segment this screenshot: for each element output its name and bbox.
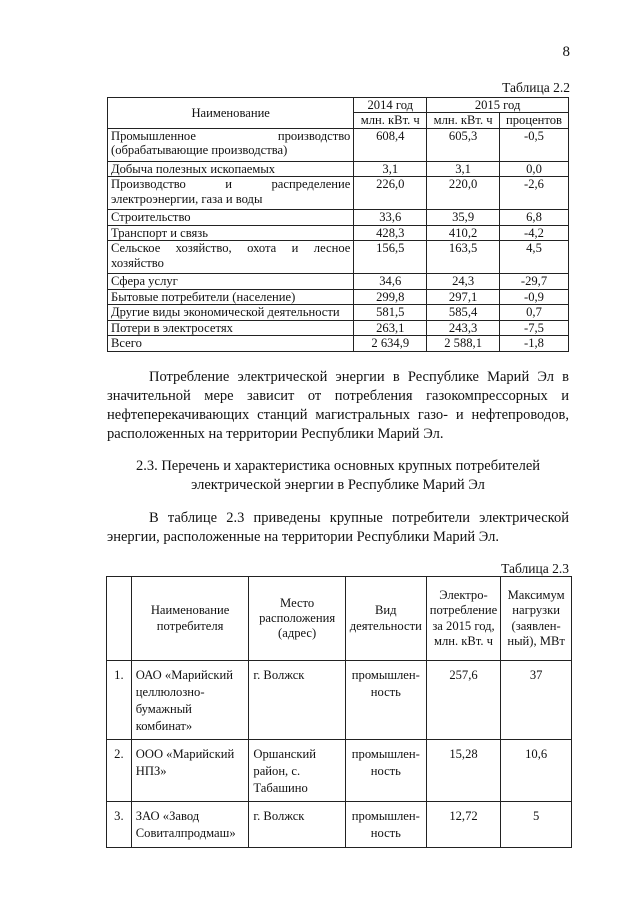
header-max-load: Максимум нагрузки (заявлен-ный), МВт	[501, 577, 572, 661]
row-pct: -2,6	[500, 177, 569, 210]
row-pct: -0,9	[500, 289, 569, 304]
row-2015: 163,5	[427, 241, 500, 274]
table-row	[108, 177, 569, 210]
row-name: Всего	[108, 336, 354, 351]
header-name: Наименование	[108, 98, 354, 129]
table-row	[108, 305, 569, 320]
row-pct: 0,0	[500, 161, 569, 176]
header-consumer-name: Наименование потребителя	[131, 577, 249, 661]
header-2015: 2015 год	[427, 98, 569, 113]
row-num: 1.	[107, 661, 132, 740]
table-row	[108, 225, 569, 240]
row-pct: 6,8	[500, 210, 569, 225]
row-2015: 410,2	[427, 225, 500, 240]
row-location: Оршанский район, с. Табашино	[249, 740, 345, 802]
row-2014: 581,5	[354, 305, 427, 320]
table-row	[107, 740, 572, 802]
table-row	[107, 661, 572, 740]
table-2-2-caption: Таблица 2.2	[502, 80, 570, 95]
row-2014: 3,1	[354, 161, 427, 176]
row-name: Транспорт и связь	[108, 225, 354, 240]
row-num: 2.	[107, 740, 132, 802]
row-2015: 297,1	[427, 289, 500, 304]
row-consumption: 257,6	[426, 661, 500, 740]
table-row	[107, 802, 572, 848]
row-location: г. Волжск	[249, 802, 345, 848]
table-row	[108, 161, 569, 176]
row-name: Производство и распределение электроэнергии, газа и воды	[108, 177, 354, 210]
row-2014: 299,8	[354, 289, 427, 304]
row-2015: 35,9	[427, 210, 500, 225]
row-num: 3.	[107, 802, 132, 848]
row-consumption: 12,72	[426, 802, 500, 848]
row-2015: 3,1	[427, 161, 500, 176]
header-activity: Вид деятельности	[345, 577, 426, 661]
row-name: Другие виды экономической деятельности	[108, 305, 354, 320]
row-max-load: 5	[501, 802, 572, 848]
row-pct: 4,5	[500, 241, 569, 274]
row-name: Сельское хозяйство, охота и лесное хозяйство	[108, 241, 354, 274]
row-pct: -4,2	[500, 225, 569, 240]
row-pct: -0,5	[500, 128, 569, 161]
row-location: г. Волжск	[249, 661, 345, 740]
row-pct: -1,8	[500, 336, 569, 351]
row-2014: 33,6	[354, 210, 427, 225]
paragraph-consumption: Потребление электрической энергии в Республике Марий Эл в значительной мере зависит от потребления газокомпрессорных и нефтеперекачивающих станций магистральных газо- и нефтепроводов, расположенных на территории Республики Марий Эл.	[107, 369, 569, 442]
row-2014: 2 634,9	[354, 336, 427, 351]
row-max-load: 10,6	[501, 740, 572, 802]
table-2-2	[107, 97, 569, 352]
table-row	[108, 289, 569, 304]
row-2015: 243,3	[427, 320, 500, 335]
header-percent: процентов	[500, 113, 569, 128]
row-2015: 24,3	[427, 274, 500, 289]
row-2015: 585,4	[427, 305, 500, 320]
table-row-total	[108, 336, 569, 351]
row-2014: 608,4	[354, 128, 427, 161]
row-name: Промышленное производство (обрабатывающие производства)	[108, 128, 354, 161]
row-max-load: 37	[501, 661, 572, 740]
row-2014: 226,0	[354, 177, 427, 210]
header-num	[107, 577, 132, 661]
row-2014: 263,1	[354, 320, 427, 335]
row-activity: промышлен-ность	[345, 802, 426, 848]
table-2-3	[106, 576, 572, 848]
table-row	[108, 210, 569, 225]
table-header-row	[108, 98, 569, 113]
table-row	[108, 274, 569, 289]
row-pct: -29,7	[500, 274, 569, 289]
table-2-3-caption: Таблица 2.3	[501, 561, 569, 576]
row-consumer-name: ОАО «Марийский целлюлозно-бумажный комбинат»	[131, 661, 249, 740]
row-name: Строительство	[108, 210, 354, 225]
row-name: Потери в электросетях	[108, 320, 354, 335]
row-2015: 220,0	[427, 177, 500, 210]
row-consumer-name: ООО «Марийский НПЗ»	[131, 740, 249, 802]
row-2015: 2 588,1	[427, 336, 500, 351]
header-location: Место расположения (адрес)	[249, 577, 345, 661]
header-2014: 2014 год	[354, 98, 427, 113]
row-2015: 605,3	[427, 128, 500, 161]
row-2014: 156,5	[354, 241, 427, 274]
row-name: Добыча полезных ископаемых	[108, 161, 354, 176]
row-consumption: 15,28	[426, 740, 500, 802]
row-name: Бытовые потребители (население)	[108, 289, 354, 304]
row-2014: 34,6	[354, 274, 427, 289]
row-activity: промышлен-ность	[345, 661, 426, 740]
table-row	[108, 128, 569, 161]
section-heading: 2.3. Перечень и характеристика основных крупных потребителей электрической энергии в Республике Марий Эл	[135, 458, 541, 493]
row-pct: -7,5	[500, 320, 569, 335]
header-unit-2015: млн. кВт. ч	[427, 113, 500, 128]
paragraph-table-intro: В таблице 2.3 приведены крупные потребители электрической энергии, расположенные на территории Республики Марий Эл.	[107, 510, 569, 545]
page-number: 8	[562, 44, 570, 60]
row-name: Сфера услуг	[108, 274, 354, 289]
table-row	[108, 241, 569, 274]
row-pct: 0,7	[500, 305, 569, 320]
header-consumption: Электро-потребление за 2015 год, млн. кВт. ч	[426, 577, 500, 661]
row-consumer-name: ЗАО «Завод Совиталпродмаш»	[131, 802, 249, 848]
row-activity: промышлен-ность	[345, 740, 426, 802]
row-2014: 428,3	[354, 225, 427, 240]
table-row	[108, 320, 569, 335]
header-unit-2014: млн. кВт. ч	[354, 113, 427, 128]
table-header-row	[107, 577, 572, 661]
